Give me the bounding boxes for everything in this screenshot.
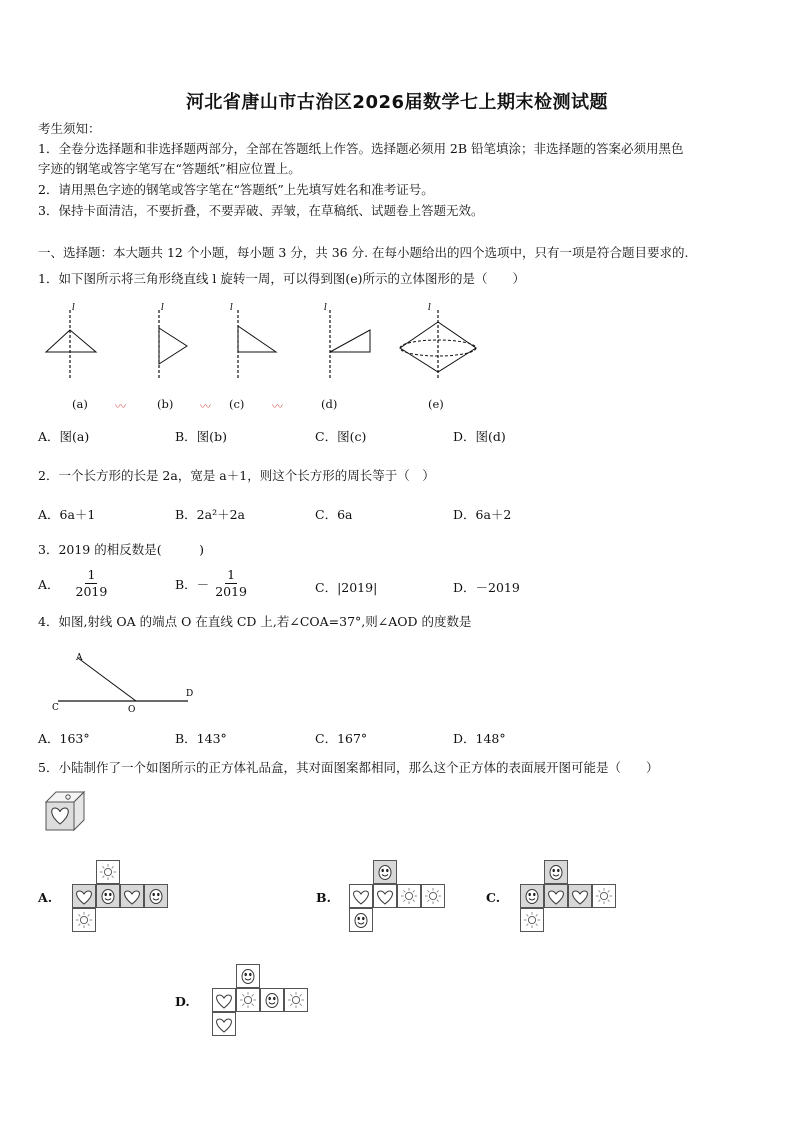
net-option-d <box>212 964 332 1044</box>
sun-icon <box>398 885 420 907</box>
section-heading: 一、选择题：本大题共 12 个小题，每小题 3 分，共 36 分. 在每小题给出的四个选项中，只有一项是符合题目要求的. <box>38 245 689 260</box>
figure-a <box>46 303 96 380</box>
page-title: 河北省唐山市古治区2026届数学七上期末检测试题 <box>185 92 609 113</box>
net-cell <box>421 884 445 908</box>
caption-a: (a) <box>72 397 88 411</box>
net-cell <box>373 860 397 884</box>
sun-icon <box>521 909 543 931</box>
heart-icon <box>545 885 567 907</box>
net-cell <box>568 884 592 908</box>
heart-icon <box>350 885 372 907</box>
notice-heading: 考生须知： <box>38 121 101 136</box>
net-option-a <box>72 860 192 940</box>
net-cell <box>236 988 260 1012</box>
figure-d <box>324 303 370 380</box>
net-option-b <box>349 860 469 940</box>
figure-c <box>230 303 276 380</box>
smiley-icon <box>145 885 167 907</box>
sun-icon <box>97 861 119 883</box>
gift-box-cube <box>44 790 88 832</box>
fraction-denominator: 2019 <box>215 584 247 599</box>
caption-c: (c) <box>229 397 245 411</box>
label-d: D <box>186 689 194 699</box>
smiley-icon <box>521 885 543 907</box>
net-cell <box>212 1012 236 1036</box>
q2-option-b: B．2a²＋2a <box>175 507 246 522</box>
net-cell <box>349 884 373 908</box>
q5-option-b-label: B. <box>316 890 331 905</box>
caption-e: (e) <box>428 397 444 411</box>
q3-option-c: C．|2019| <box>315 580 378 595</box>
q5-option-c-label: C. <box>486 890 501 905</box>
fraction-denominator: 2019 <box>75 584 108 599</box>
net-cell <box>544 860 568 884</box>
q2-option-d: D．6a＋2 <box>453 507 512 522</box>
net-option-c <box>520 860 640 940</box>
smiley-icon <box>261 989 283 1011</box>
net-cell <box>96 860 120 884</box>
q4-option-a: A．163° <box>38 731 90 746</box>
net-cell <box>520 908 544 932</box>
q2-option-c: C．6a <box>315 507 353 522</box>
question-1-stem: 1．如下图所示将三角形绕直线 l 旋转一周，可以得到图(e)所示的立体图形的是（ ） <box>38 271 526 286</box>
q5-option-a-label: A. <box>38 890 53 905</box>
smiley-icon <box>374 861 396 883</box>
net-cell <box>96 884 120 908</box>
question-4-stem: 4．如图,射线 OA 的端点 O 在直线 CD 上,若∠COA=37°,则∠AOD 的度数是 <box>38 614 472 629</box>
wavy-mark-3: 〰 <box>272 400 283 413</box>
question-3-stem: 3．2019 的相反数是( ) <box>38 542 204 557</box>
q3-option-d: D．－2019 <box>453 580 520 595</box>
net-cell <box>120 884 144 908</box>
heart-icon <box>121 885 143 907</box>
notice-item-1-cont: 字迹的钢笔或答字笔写在“答题纸”相应位置上。 <box>38 161 301 176</box>
axis-label-c: l <box>230 303 233 313</box>
net-cell <box>212 988 236 1012</box>
question-2-stem: 2．一个长方形的长是 2a，宽是 a＋1，则这个长方形的周长等于（ ） <box>38 468 435 483</box>
notice-item-2: 2．请用黑色字迹的钢笔或答字笔在“答题纸”上先填写姓名和准考证号。 <box>38 182 434 197</box>
label-c: C <box>52 703 59 713</box>
smiley-icon <box>545 861 567 883</box>
net-cell <box>72 908 96 932</box>
question-1-figures <box>38 300 478 390</box>
q3-option-a <box>38 568 109 599</box>
wavy-mark-1: 〰 <box>115 400 126 413</box>
heart-icon <box>213 1013 235 1035</box>
notice-item-1: 1．全卷分选择题和非选择题两部分，全部在答题纸上作答。选择题必须用 2B 铅笔填涂；非选择题的答案必须用黑色 <box>38 141 684 156</box>
sun-icon <box>237 989 259 1011</box>
net-cell <box>236 964 260 988</box>
smiley-icon <box>237 965 259 987</box>
axis-label-a: l <box>72 303 75 313</box>
label-a: A <box>76 653 83 663</box>
heart-icon <box>213 989 235 1011</box>
net-cell <box>260 988 284 1012</box>
net-cell <box>592 884 616 908</box>
question-5-stem: 5．小陆制作了一个如图所示的正方体礼品盒，其对面图案都相同，那么这个正方体的表面展开图可能是（ ） <box>38 760 659 775</box>
caption-d: (d) <box>321 397 338 411</box>
question-4-figure <box>48 648 208 718</box>
net-cell <box>72 884 96 908</box>
axis-label-e: l <box>428 303 431 313</box>
fraction-numerator: 1 <box>227 567 236 582</box>
sun-icon <box>593 885 615 907</box>
q3-option-a-fraction <box>74 568 110 599</box>
net-cell <box>520 884 544 908</box>
q5-option-d-label: D. <box>175 994 190 1009</box>
notice-item-3: 3．保持卡面清洁，不要折叠，不要弄破、弄皱，在草稿纸、试题卷上答题无效。 <box>38 203 484 218</box>
fraction-numerator: 1 <box>87 567 96 582</box>
heart-icon <box>374 885 396 907</box>
label-o: O <box>128 705 136 715</box>
heart-icon <box>569 885 591 907</box>
q3-option-b-fraction <box>213 568 249 599</box>
sun-icon <box>73 909 95 931</box>
smiley-icon <box>350 909 372 931</box>
q1-option-a: A．图(a) <box>38 429 90 444</box>
axis-label-b: l <box>161 303 164 313</box>
q4-option-d: D．148° <box>453 731 506 746</box>
net-cell <box>349 908 373 932</box>
figure-b <box>159 303 187 380</box>
net-cell <box>397 884 421 908</box>
q4-option-b: B．143° <box>175 731 227 746</box>
net-cell <box>373 884 397 908</box>
wavy-mark-2: 〰 <box>200 400 211 413</box>
sun-icon <box>285 989 307 1011</box>
q1-option-c: C．图(c) <box>315 429 367 444</box>
caption-b: (b) <box>157 397 174 411</box>
q3-option-b-label: B．－ <box>175 576 210 592</box>
q1-option-d: D．图(d) <box>453 429 506 444</box>
q1-option-b: B．图(b) <box>175 429 227 444</box>
figure-e <box>400 303 476 380</box>
q3-option-b <box>175 568 249 599</box>
q3-option-a-label: A． <box>38 576 60 592</box>
smiley-icon <box>97 885 119 907</box>
heart-icon <box>73 885 95 907</box>
q4-option-c: C．167° <box>315 731 368 746</box>
net-cell <box>144 884 168 908</box>
net-cell <box>544 884 568 908</box>
net-cell <box>284 988 308 1012</box>
sun-icon <box>422 885 444 907</box>
q2-option-a: A．6a＋1 <box>38 507 96 522</box>
axis-label-d: l <box>324 303 327 313</box>
